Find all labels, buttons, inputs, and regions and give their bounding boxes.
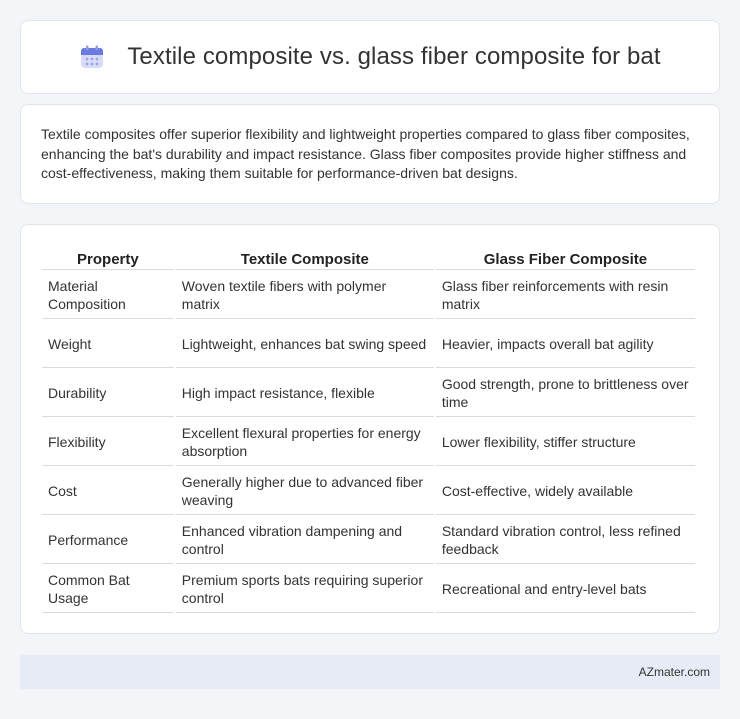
glass-fiber-cell: Standard vibration control, less refined feedback bbox=[436, 517, 695, 564]
glass-fiber-cell: Recreational and entry-level bats bbox=[436, 566, 695, 613]
property-cell: Material Composition bbox=[42, 272, 174, 319]
textile-cell: Premium sports bats requiring superior control bbox=[176, 566, 434, 613]
property-cell: Performance bbox=[42, 517, 174, 564]
table-row bbox=[42, 370, 695, 417]
table-header-row bbox=[42, 245, 695, 270]
property-cell: Flexibility bbox=[42, 419, 174, 466]
glass-fiber-cell: Good strength, prone to brittleness over time bbox=[436, 370, 695, 417]
textile-cell: Enhanced vibration dampening and control bbox=[176, 517, 434, 564]
summary-text: Textile composites offer superior flexibility and lightweight properties compared to glass fiber composites, enhancing the bat's durability and impact resistance. Glass fiber composites provide higher stiffness and cost-effectiveness, making them suitable for performance-driven bat designs. bbox=[41, 126, 690, 181]
title-card bbox=[20, 20, 720, 94]
property-cell: Cost bbox=[42, 468, 174, 515]
table-row bbox=[42, 566, 695, 613]
calendar-icon bbox=[79, 44, 105, 70]
summary-card bbox=[20, 104, 720, 204]
property-cell: Common Bat Usage bbox=[42, 566, 174, 613]
glass-fiber-cell: Heavier, impacts overall bat agility bbox=[436, 321, 695, 368]
table-row bbox=[42, 272, 695, 319]
property-cell: Durability bbox=[42, 370, 174, 417]
glass-fiber-cell: Lower flexibility, stiffer structure bbox=[436, 419, 695, 466]
comparison-table bbox=[40, 243, 697, 615]
page-title: Textile composite vs. glass fiber composite for bat bbox=[127, 43, 661, 70]
textile-cell: High impact resistance, flexible bbox=[176, 370, 434, 417]
property-cell: Weight bbox=[42, 321, 174, 368]
textile-cell: Excellent flexural properties for energy absorption bbox=[176, 419, 434, 466]
table-row bbox=[42, 321, 695, 368]
table-row bbox=[42, 468, 695, 515]
glass-fiber-cell: Glass fiber reinforcements with resin matrix bbox=[436, 272, 695, 319]
glass-fiber-cell: Cost-effective, widely available bbox=[436, 468, 695, 515]
footer-brand: AZmater.com bbox=[638, 665, 710, 679]
comparison-table-card bbox=[20, 224, 720, 634]
table-row bbox=[42, 517, 695, 564]
textile-cell: Generally higher due to advanced fiber weaving bbox=[176, 468, 434, 515]
textile-cell: Lightweight, enhances bat swing speed bbox=[176, 321, 434, 368]
header-glass-fiber-composite: Glass Fiber Composite bbox=[436, 245, 695, 270]
footer bbox=[20, 655, 720, 689]
header-textile-composite: Textile Composite bbox=[176, 245, 434, 270]
table-row bbox=[42, 419, 695, 466]
textile-cell: Woven textile fibers with polymer matrix bbox=[176, 272, 434, 319]
header-property: Property bbox=[42, 245, 174, 270]
